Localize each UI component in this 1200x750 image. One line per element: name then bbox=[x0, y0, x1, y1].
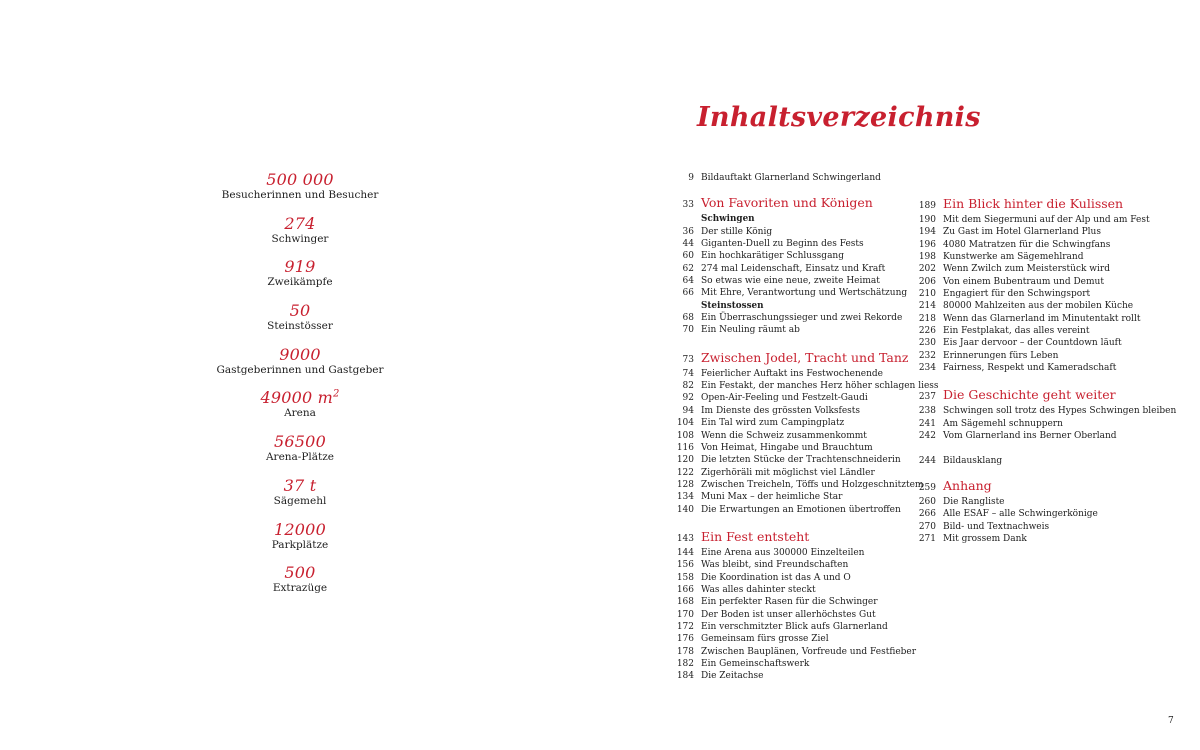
stat-label: Arena bbox=[284, 407, 316, 420]
stat-value: 274 bbox=[284, 213, 316, 233]
entry-title: Wenn die Schweiz zusammenkommt bbox=[701, 430, 867, 441]
entry-title: Wenn das Glarnerland im Minutentakt rollt bbox=[943, 313, 1141, 324]
page-number: 108 bbox=[676, 430, 694, 441]
toc-entry[interactable] bbox=[673, 312, 913, 324]
stat-label: Sägemehl bbox=[273, 494, 327, 507]
entry-title: Ein hochkarätiger Schlussgang bbox=[701, 251, 844, 262]
page-number: 82 bbox=[682, 381, 694, 392]
entry-title: Was bleibt, sind Freundschaften bbox=[701, 560, 849, 571]
section-title: Die Geschichte geht weiter bbox=[943, 387, 1116, 403]
subsection-heading: Steinstossen bbox=[701, 300, 764, 311]
toc-entry[interactable] bbox=[915, 337, 1165, 349]
toc-entry[interactable] bbox=[915, 313, 1165, 325]
page-number: 189 bbox=[918, 201, 936, 211]
toc-entry[interactable] bbox=[673, 250, 913, 262]
entry-title: Alle ESAF – alle Schwingerkönige bbox=[943, 509, 1098, 520]
page-number: 140 bbox=[676, 504, 694, 515]
stat-value: 919 bbox=[284, 257, 316, 277]
entry-title: Von Heimat, Hingabe und Brauchtum bbox=[701, 442, 873, 453]
entry-title: Eine Arena aus 300000 Einzelteilen bbox=[701, 547, 865, 558]
stat-label: Steinstösser bbox=[267, 320, 333, 333]
stat-value: 9000 bbox=[279, 344, 321, 364]
page-number: 214 bbox=[918, 301, 936, 312]
toc-entry[interactable] bbox=[673, 658, 913, 670]
toc-entry[interactable] bbox=[673, 633, 913, 645]
entry-title: Kunstwerke am Sägemehlrand bbox=[943, 252, 1084, 263]
toc-entry[interactable] bbox=[673, 609, 913, 621]
entry-title: Mit grossem Dank bbox=[943, 533, 1027, 544]
section-title: Ein Blick hinter die Kulissen bbox=[943, 196, 1124, 211]
stat-extra-trains bbox=[200, 563, 400, 607]
toc-entry[interactable] bbox=[673, 646, 917, 658]
toc-section[interactable] bbox=[915, 477, 1165, 494]
entry-title: Der stille König bbox=[701, 226, 773, 237]
page-number: 64 bbox=[682, 276, 694, 287]
toc-entry[interactable] bbox=[915, 496, 1165, 508]
entry-title: Erinnerungen fürs Leben bbox=[943, 350, 1059, 361]
toc-entry[interactable] bbox=[673, 263, 913, 275]
page-number: 66 bbox=[682, 288, 694, 299]
page-number: 271 bbox=[918, 533, 936, 544]
page-folio: 7 bbox=[1168, 716, 1174, 726]
stat-value-exponent: 2 bbox=[333, 389, 340, 401]
page-number: 190 bbox=[918, 215, 936, 225]
stat-value-text: 49000 m bbox=[260, 388, 333, 408]
page-number: 68 bbox=[682, 313, 694, 324]
toc-entry[interactable] bbox=[915, 508, 1165, 520]
page-number: 176 bbox=[676, 634, 694, 645]
page-number: 198 bbox=[918, 252, 936, 263]
page-number: 104 bbox=[676, 418, 694, 429]
page-number: 241 bbox=[918, 418, 936, 429]
entry-title: Schwingen soll trotz des Hypes Schwingen bleiben bbox=[943, 406, 1177, 417]
toc-entry[interactable] bbox=[915, 430, 1165, 442]
page-number: 156 bbox=[676, 560, 694, 571]
stat-label: Besucherinnen und Besucher bbox=[221, 189, 379, 201]
page-number: 259 bbox=[918, 482, 936, 493]
page-number: 172 bbox=[676, 621, 694, 632]
subsection-heading: Schwingen bbox=[701, 214, 755, 225]
toc-entry[interactable] bbox=[673, 454, 913, 466]
entry-title: Bildausklang bbox=[943, 455, 1003, 466]
toc-title: Inhaltsverzeichnis bbox=[697, 102, 981, 133]
entry-title: Bild- und Textnachweis bbox=[943, 521, 1050, 532]
entry-title: Zigerhöräli mit möglichst viel Ländler bbox=[701, 467, 875, 478]
toc-entry[interactable] bbox=[673, 442, 913, 454]
section-title: Ein Fest entsteht bbox=[701, 528, 810, 544]
page-number: 234 bbox=[918, 363, 936, 374]
toc-entry[interactable] bbox=[915, 455, 1165, 467]
entry-title: Vom Glarnerland ins Berner Oberland bbox=[943, 431, 1117, 442]
page-number: 74 bbox=[682, 368, 694, 379]
page-number: 158 bbox=[676, 572, 694, 583]
page-number: 9 bbox=[688, 173, 694, 183]
toc-entry[interactable] bbox=[673, 596, 913, 608]
page-number: 144 bbox=[676, 547, 694, 558]
entry-title: Zwischen Treicheln, Töffs und Holzgeschnitztem bbox=[701, 479, 924, 490]
toc-entry[interactable] bbox=[673, 275, 913, 287]
page-number: 244 bbox=[918, 455, 936, 466]
page-number: 206 bbox=[918, 276, 936, 287]
page-number: 184 bbox=[676, 671, 694, 682]
section-title: Anhang bbox=[943, 477, 992, 493]
toc-entry[interactable] bbox=[673, 172, 913, 184]
entry-title: Die Koordination ist das A und O bbox=[701, 572, 851, 583]
entry-title: Muni Max – der heimliche Star bbox=[701, 492, 843, 503]
stat-label: Parkplätze bbox=[271, 538, 329, 551]
stat-visitors bbox=[200, 170, 400, 214]
toc-entry[interactable] bbox=[915, 521, 1165, 533]
page-number: 182 bbox=[676, 659, 694, 669]
entry-title: So etwas wie eine neue, zweite Heimat bbox=[701, 276, 880, 287]
toc-entry[interactable] bbox=[915, 276, 1165, 288]
toc-entry[interactable] bbox=[673, 392, 913, 404]
entry-title: Gemeinsam fürs grosse Ziel bbox=[701, 634, 829, 645]
page-number: 120 bbox=[676, 455, 694, 466]
entry-title: Engagiert für den Schwingsport bbox=[943, 289, 1091, 300]
entry-title: Ein Gemeinschaftswerk bbox=[701, 659, 810, 669]
toc-section[interactable] bbox=[915, 386, 1165, 403]
stat-label: Zweikämpfe bbox=[267, 276, 333, 289]
entry-title: Mit dem Siegermuni auf der Alp und am Fest bbox=[943, 215, 1150, 225]
entry-title: Ein verschmitzter Blick aufs Glarnerland bbox=[701, 621, 888, 632]
toc-entry[interactable] bbox=[673, 479, 924, 491]
entry-title: Giganten-Duell zu Beginn des Fests bbox=[701, 239, 864, 250]
page-number: 202 bbox=[918, 264, 936, 275]
toc-entry[interactable] bbox=[915, 405, 1177, 417]
entry-title: Feierlicher Auftakt ins Festwochenende bbox=[701, 368, 883, 379]
page-number: 116 bbox=[676, 442, 694, 453]
toc-entry[interactable] bbox=[915, 263, 1165, 275]
page-number: 70 bbox=[682, 325, 694, 336]
page-number: 170 bbox=[676, 609, 694, 620]
entry-title: Zu Gast im Hotel Glarnerland Plus bbox=[943, 227, 1101, 238]
toc-entry[interactable] bbox=[915, 362, 1165, 374]
toc-entry[interactable] bbox=[915, 226, 1165, 238]
stat-hosts bbox=[200, 345, 400, 389]
toc-entry[interactable] bbox=[673, 467, 913, 479]
toc-entry[interactable] bbox=[915, 288, 1165, 300]
entry-title: Am Sägemehl schnuppern bbox=[943, 418, 1063, 429]
entry-title: Mit Ehre, Verantwortung und Wertschätzung bbox=[701, 288, 908, 299]
page-number: 230 bbox=[918, 338, 936, 349]
page-number: 134 bbox=[676, 492, 694, 503]
entry-title: 274 mal Leidenschaft, Einsatz und Kraft bbox=[701, 263, 886, 274]
entry-title: Ein Festakt, der manches Herz höher schlagen liess bbox=[701, 381, 939, 392]
toc-entry[interactable] bbox=[673, 238, 913, 250]
toc-entry[interactable] bbox=[673, 368, 913, 380]
toc-section[interactable] bbox=[673, 194, 913, 211]
section-title: Von Favoriten und Königen bbox=[701, 195, 873, 211]
page-number: 196 bbox=[918, 239, 936, 250]
page-number: 238 bbox=[918, 406, 936, 417]
page-number: 232 bbox=[918, 350, 936, 361]
toc-entry[interactable] bbox=[915, 300, 1165, 312]
toc-entry[interactable] bbox=[915, 214, 1165, 226]
entry-title: Ein Neuling räumt ab bbox=[701, 325, 800, 336]
page-number: 270 bbox=[918, 521, 936, 532]
page-number: 260 bbox=[918, 496, 936, 507]
entry-title: Ein Tal wird zum Campingplatz bbox=[701, 418, 845, 429]
entry-title: Von einem Bubentraum und Demut bbox=[943, 276, 1104, 287]
toc-entry[interactable] bbox=[673, 430, 913, 442]
key-figures bbox=[200, 170, 400, 607]
toc-entry[interactable] bbox=[673, 226, 913, 238]
stat-stone-throwers bbox=[200, 301, 400, 345]
page-number: 218 bbox=[918, 313, 936, 324]
stat-value: 37 t bbox=[283, 475, 317, 495]
toc-entry[interactable] bbox=[673, 670, 913, 682]
toc-entry[interactable] bbox=[915, 533, 1165, 545]
entry-title: Wenn Zwilch zum Meisterstück wird bbox=[943, 264, 1110, 275]
page-number: 36 bbox=[682, 226, 694, 237]
entry-title: Die Rangliste bbox=[943, 496, 1005, 507]
page-number: 178 bbox=[676, 646, 694, 657]
toc-entry[interactable] bbox=[915, 325, 1165, 337]
toc-entry[interactable] bbox=[673, 417, 913, 429]
entry-title: Zwischen Bauplänen, Vorfreude und Festfieber bbox=[701, 646, 917, 657]
page-number: 194 bbox=[918, 227, 936, 238]
stat-arena bbox=[200, 388, 400, 432]
page-number: 242 bbox=[918, 431, 936, 442]
toc-entry[interactable] bbox=[673, 405, 913, 417]
page-number: 92 bbox=[682, 393, 694, 404]
stat-value: 12000 bbox=[274, 519, 326, 539]
toc-entry[interactable] bbox=[673, 584, 913, 596]
stat-value bbox=[200, 388, 400, 407]
toc-entry[interactable] bbox=[915, 239, 1165, 251]
stat-value: 50 bbox=[289, 301, 311, 321]
entry-title: Ein Überraschungssieger und zwei Rekorde bbox=[701, 313, 903, 324]
stat-value: 500 000 bbox=[266, 170, 334, 189]
page-number: 33 bbox=[682, 200, 694, 211]
entry-title: Die letzten Stücke der Trachtenschneiderin bbox=[701, 455, 901, 466]
page-number: 73 bbox=[682, 354, 694, 365]
page-number: 210 bbox=[918, 289, 936, 300]
toc-entry[interactable] bbox=[673, 324, 913, 336]
toc-entry[interactable] bbox=[915, 418, 1165, 430]
entry-title: Die Erwartungen an Emotionen übertroffen bbox=[701, 504, 901, 515]
stat-bouts bbox=[200, 257, 400, 301]
entry-title: Im Dienste des grössten Volksfests bbox=[701, 405, 861, 416]
page-number: 266 bbox=[918, 509, 936, 520]
entry-title: Der Boden ist unser allerhöchstes Gut bbox=[701, 609, 876, 620]
page-number: 166 bbox=[676, 584, 694, 595]
entry-title: 4080 Matratzen für die Schwingfans bbox=[943, 239, 1111, 250]
section-title: Zwischen Jodel, Tracht und Tanz bbox=[701, 349, 909, 365]
toc-entry[interactable] bbox=[673, 287, 913, 299]
page-number: 62 bbox=[682, 263, 694, 274]
entry-title: Ein Festplakat, das alles vereint bbox=[943, 326, 1090, 337]
toc-section[interactable] bbox=[673, 528, 913, 545]
page-number: 94 bbox=[682, 405, 694, 416]
toc-entry[interactable] bbox=[673, 621, 913, 633]
page-number: 122 bbox=[676, 467, 694, 478]
entry-title: Fairness, Respekt und Kameradschaft bbox=[943, 363, 1117, 374]
stat-label: Gastgeberinnen und Gastgeber bbox=[216, 363, 384, 376]
toc-entry[interactable] bbox=[673, 559, 913, 571]
stat-wrestlers bbox=[200, 214, 400, 258]
toc-section[interactable] bbox=[673, 349, 913, 366]
stat-label: Schwinger bbox=[271, 232, 329, 245]
stat-parking bbox=[200, 520, 400, 564]
stat-label: Arena-Plätze bbox=[265, 451, 335, 464]
entry-title: Was alles dahinter steckt bbox=[701, 584, 816, 595]
stat-arena-seats bbox=[200, 432, 400, 476]
stat-value: 500 bbox=[284, 563, 316, 583]
stat-sawdust bbox=[200, 476, 400, 520]
entry-title: 80000 Mahlzeiten aus der mobilen Küche bbox=[943, 301, 1134, 312]
page-number: 60 bbox=[682, 251, 694, 262]
toc-entry[interactable] bbox=[673, 547, 913, 559]
entry-title: Open-Air-Feeling und Festzelt-Gaudi bbox=[701, 393, 868, 404]
page-number: 226 bbox=[918, 326, 936, 337]
page-number: 44 bbox=[682, 239, 694, 250]
page-number: 237 bbox=[918, 392, 936, 403]
toc-section[interactable] bbox=[915, 195, 1165, 212]
entry-title: Die Zeitachse bbox=[701, 671, 764, 682]
page-number: 143 bbox=[676, 533, 694, 544]
page-number: 128 bbox=[676, 479, 694, 490]
stat-value: 56500 bbox=[274, 432, 326, 452]
entry-title: Ein perfekter Rasen für die Schwinger bbox=[701, 597, 878, 608]
toc-entry[interactable] bbox=[915, 251, 1165, 263]
toc-entry[interactable] bbox=[673, 380, 939, 392]
toc-entry[interactable] bbox=[673, 572, 913, 584]
entry-title: Eis Jaar dervoor – der Countdown läuft bbox=[943, 338, 1122, 349]
toc-column-2 bbox=[915, 195, 1177, 545]
page-number: 168 bbox=[676, 597, 694, 608]
stat-label: Extrazüge bbox=[272, 582, 328, 595]
toc-entry[interactable] bbox=[673, 504, 913, 516]
toc-entry[interactable] bbox=[915, 350, 1165, 362]
toc-entry[interactable] bbox=[673, 491, 913, 503]
entry-title: Bildauftakt Glarnerland Schwingerland bbox=[701, 173, 881, 183]
